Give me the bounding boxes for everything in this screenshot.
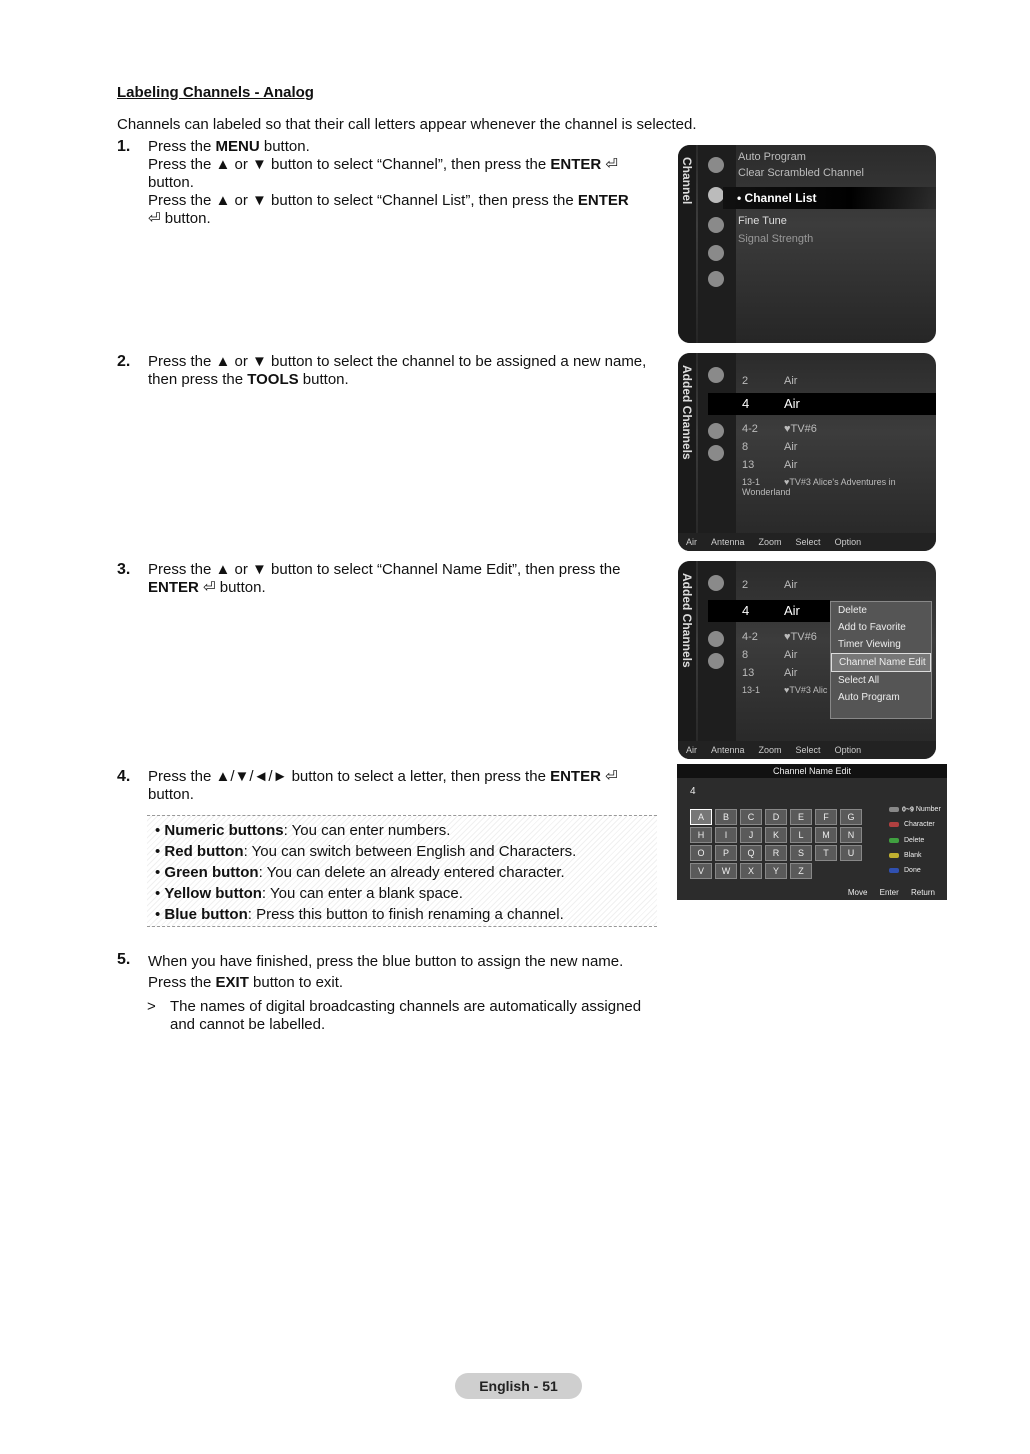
icon-column: [698, 353, 736, 551]
channel-row-selected[interactable]: 4 Air: [708, 600, 830, 622]
channel-icon: [708, 187, 724, 203]
favorite-icon: [708, 423, 724, 439]
side-tab: Added Channels: [678, 561, 696, 759]
return-hint: Return: [910, 888, 935, 897]
key-g[interactable]: G: [840, 809, 862, 825]
channel-row[interactable]: 2 Air: [742, 579, 798, 591]
key-h[interactable]: H: [690, 827, 712, 843]
button-notes: [147, 815, 657, 927]
key-k[interactable]: K: [765, 827, 787, 843]
letter-grid: [690, 808, 890, 880]
note-item: • Blue button: Press this button to finish renaming a channel.: [155, 904, 657, 925]
note-item: • Yellow button: You can enter a blank space.: [155, 883, 657, 904]
key-m[interactable]: M: [815, 827, 837, 843]
application-icon: [708, 271, 724, 287]
key-z[interactable]: Z: [790, 863, 812, 879]
key-v[interactable]: V: [690, 863, 712, 879]
popup-item-auto-program[interactable]: Auto Program: [838, 692, 900, 703]
programmed-icon: [708, 653, 724, 669]
legend-item: [889, 848, 945, 863]
step-line: Press the ▲ or ▼ button to select “Channel”, then press the ENTER ⏎ button.: [148, 156, 618, 191]
favorite-icon: [708, 631, 724, 647]
footnote: [147, 998, 647, 1034]
step-line: Press the ▲ or ▼ button to select the channel to be assigned a new name, then press the TOOLS button.: [148, 353, 647, 388]
step-number: 5.: [117, 951, 131, 968]
step-line: When you have finished, press the blue button to assign the new name.: [148, 953, 624, 970]
legend-text: Number: [915, 806, 941, 813]
legend-item: [889, 802, 945, 817]
key-w[interactable]: W: [715, 863, 737, 879]
menu-item-signal-strength[interactable]: Signal Strength: [738, 233, 814, 245]
channel-row[interactable]: 8 Air: [742, 441, 798, 453]
key-x[interactable]: X: [740, 863, 762, 879]
step-line: Press the ▲ or ▼ button to select “Channel List”, then press the ENTER ⏎ button.: [148, 192, 629, 227]
key-p[interactable]: P: [715, 845, 737, 861]
key-e[interactable]: E: [790, 809, 812, 825]
channel-row[interactable]: 2 Air: [742, 375, 798, 387]
key-t[interactable]: T: [815, 845, 837, 861]
key-d[interactable]: D: [765, 809, 787, 825]
move-hint: Move: [847, 888, 868, 897]
menu-item-channel-list[interactable]: • Channel List: [723, 187, 936, 209]
color-swatch-icon: [889, 868, 899, 873]
channel-row[interactable]: 13 Air: [742, 667, 798, 679]
icon-column: [698, 561, 736, 759]
programmed-icon: [708, 445, 724, 461]
popup-item-delete[interactable]: Delete: [838, 605, 867, 616]
color-swatch-icon: [889, 853, 899, 858]
step-line: Press the MENU button.: [148, 138, 310, 155]
key-o[interactable]: O: [690, 845, 712, 861]
tools-popup: [830, 601, 932, 719]
key-r[interactable]: R: [765, 845, 787, 861]
step-number: 2.: [117, 353, 131, 370]
side-tab: Channel: [678, 145, 696, 343]
screen-bottom-bar: Air Antenna Zoom Select Option: [678, 741, 936, 759]
icon-column: [698, 145, 736, 343]
intro-text: Channels can labeled so that their call letters appear whenever the channel is selected.: [117, 116, 697, 133]
added-channels-screen: [678, 353, 936, 551]
step-number: 1.: [117, 138, 131, 155]
key-q[interactable]: Q: [740, 845, 762, 861]
side-tab: Added Channels: [678, 353, 696, 551]
keyboard-header: Channel Name Edit: [677, 764, 947, 778]
all-icon: [708, 575, 724, 591]
popup-item-select-all[interactable]: Select All: [838, 675, 880, 686]
name-entry-field[interactable]: 4: [690, 786, 696, 797]
key-u[interactable]: U: [840, 845, 862, 861]
note-arrow-icon: >: [147, 998, 156, 1015]
key-a[interactable]: A: [690, 809, 712, 825]
footnote-text: The names of digital broadcasting channels are automatically assigned and cannot be labelled.: [170, 998, 642, 1033]
note-item: • Numeric buttons: You can enter numbers.: [155, 820, 657, 841]
menu-item-clear-scrambled[interactable]: Clear Scrambled Channel: [738, 167, 864, 179]
step-number: 4.: [117, 768, 131, 785]
popup-item-timer-viewing[interactable]: Timer Viewing: [838, 639, 901, 650]
popup-item-add-favorite[interactable]: Add to Favorite: [838, 622, 906, 633]
channel-row[interactable]: 13 Air: [742, 459, 798, 471]
key-c[interactable]: C: [740, 809, 762, 825]
keyboard-footer: [838, 888, 935, 897]
key-i[interactable]: I: [715, 827, 737, 843]
screen-bottom-bar: Air Antenna Zoom Select Option: [678, 533, 936, 551]
legend-text: Character: [904, 821, 935, 829]
page-title: Labeling Channels - Analog: [117, 84, 314, 101]
channel-row-selected[interactable]: 4 Air: [708, 393, 936, 415]
input-icon: [708, 245, 724, 261]
channel-row[interactable]: 8 Air: [742, 649, 798, 661]
key-f[interactable]: F: [815, 809, 837, 825]
key-y[interactable]: Y: [765, 863, 787, 879]
legend-text: Blank: [904, 852, 922, 860]
menu-item-fine-tune[interactable]: Fine Tune: [738, 215, 787, 227]
all-icon: [708, 367, 724, 383]
legend-label: 0~9: [902, 806, 914, 814]
channel-row[interactable]: 13-1 ♥TV#3 Alic: [742, 685, 828, 695]
popup-item-channel-name-edit[interactable]: Channel Name Edit: [831, 653, 931, 672]
legend-item: [889, 817, 945, 832]
tools-popup-screen: [678, 561, 936, 759]
channel-row[interactable]: 13-1 ♥TV#3 Alice's Adventures in Wonderland: [742, 477, 896, 497]
channel-menu-screen: [678, 145, 936, 343]
channel-row[interactable]: 4-2 ♥TV#6: [742, 631, 817, 643]
channel-row[interactable]: 4-2 ♥TV#6: [742, 423, 817, 435]
picture-icon: [708, 157, 724, 173]
key-b[interactable]: B: [715, 809, 737, 825]
step-line: Press the EXIT button to exit.: [148, 974, 344, 991]
color-button-legend: [889, 802, 945, 879]
legend-item: [889, 863, 945, 878]
legend-item: [889, 833, 945, 848]
legend-text: Delete: [904, 836, 925, 844]
step-number: 3.: [117, 561, 131, 578]
key-n[interactable]: N: [840, 827, 862, 843]
page-number: English - 51: [455, 1373, 582, 1399]
step-line: Press the ▲/▼/◄/► button to select a letter, then press the ENTER ⏎ button.: [148, 768, 618, 803]
color-swatch-icon: [889, 822, 899, 827]
key-l[interactable]: L: [790, 827, 812, 843]
color-swatch-icon: [889, 838, 899, 843]
menu-item-auto-program[interactable]: Auto Program: [738, 151, 806, 163]
key-s[interactable]: S: [790, 845, 812, 861]
color-swatch-icon: [889, 807, 899, 812]
note-item: • Red button: You can switch between English and Characters.: [155, 841, 657, 862]
enter-hint: Enter: [879, 888, 899, 897]
key-j[interactable]: J: [740, 827, 762, 843]
setup-icon: [708, 217, 724, 233]
legend-text: Done: [904, 867, 921, 875]
note-item: • Green button: You can delete an already entered character.: [155, 862, 657, 883]
channel-name-keyboard: [677, 764, 947, 900]
step-line: Press the ▲ or ▼ button to select “Channel Name Edit”, then press the ENTER ⏎ button.: [148, 561, 621, 596]
